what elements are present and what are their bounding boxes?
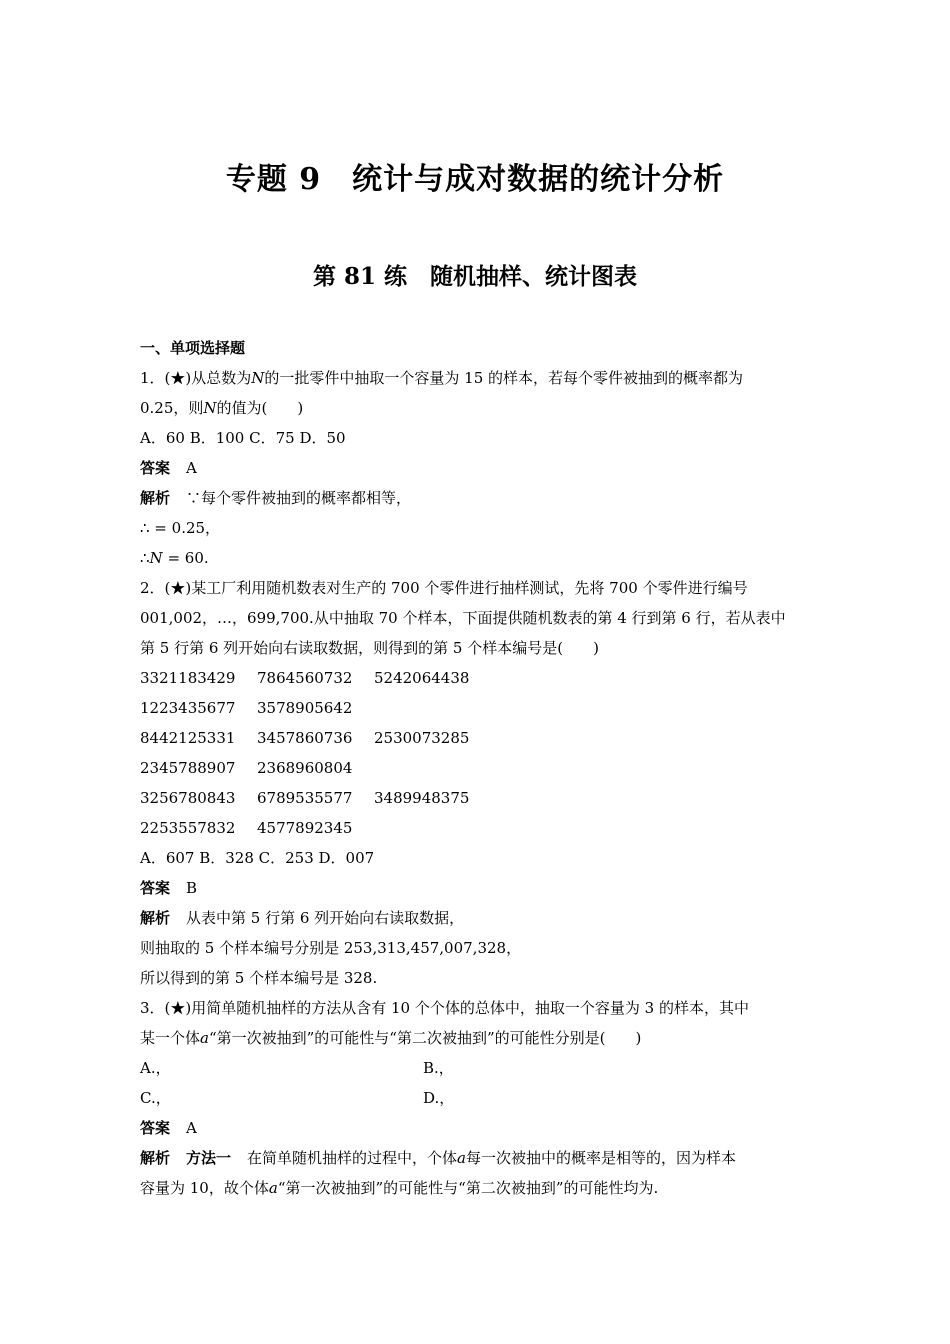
q2-analysis-2: 则抽取的 5 个样本编号分别是 253,313,457,007,328，: [140, 939, 522, 957]
q3-options-ab: A.， B.，: [140, 1059, 454, 1077]
q2-options: A．607 B．328 C．253 D．007: [140, 849, 375, 867]
q2-analysis-3: 所以得到的第 5 个样本编号是 328.: [140, 969, 378, 987]
table-row: 3256780843 6789535577 3489948375: [140, 789, 470, 807]
q3-answer: 答案 A: [140, 1119, 197, 1137]
q1-analysis-1: 解析 ∵每个零件被抽到的概率都相等，: [140, 489, 412, 507]
q3-options-cd: C.， D.，: [140, 1089, 455, 1107]
table-row: 2345788907 2368960804: [140, 759, 353, 777]
table-row: 3321183429 7864560732 5242064438: [140, 669, 470, 687]
table-row: 2253557832 4577892345: [140, 819, 353, 837]
q2-analysis-1: 解析 从表中第 5 行第 6 列开始向右读取数据，: [140, 909, 465, 927]
q1-line1: 1．(★)从总数为N的一批零件中抽取一个容量为 15 的样本，若每个零件被抽到的概率都为: [140, 369, 744, 387]
q1-options: A．60 B．100 C．75 D．50: [140, 429, 346, 447]
q3-line1: 3．(★)用简单随机抽样的方法从含有 10 个个体的总体中，抽取一个容量为 3 的样本，其中: [140, 999, 749, 1017]
q3-line2: 某一个体a“第一次被抽到”的可能性与“第二次被抽到”的可能性分别是( ): [140, 1029, 642, 1047]
q2-line1: 2．(★)某工厂利用随机数表对生产的 700 个零件进行抽样测试，先将 700 个零件进行编号: [140, 579, 748, 597]
q2-line2: 001,002，…，699,700.从中抽取 70 个样本，下面提供随机数表的第 4 行到第 6 行，若从表中: [140, 609, 786, 627]
table-row: 1223435677 3578905642: [140, 699, 353, 717]
q1-analysis-3: ∴N = 60.: [140, 549, 209, 567]
q1-line2: 0.25，则N的值为( ): [140, 399, 304, 417]
q1-analysis-2: ∴ = 0.25，: [140, 519, 221, 537]
q3-analysis-2: 容量为 10，故个体a“第一次被抽到”的可能性与“第二次被抽到”的可能性均为.: [140, 1179, 659, 1197]
q1-answer: 答案 A: [140, 459, 197, 477]
q2-line3: 第 5 行第 6 列开始向右读取数据，则得到的第 5 个样本编号是( ): [140, 639, 599, 657]
section-heading: 一、单项选择题: [140, 339, 246, 357]
q3-analysis-1: 解析 方法一 在简单随机抽样的过程中，个体a每一次被抽中的概率是相等的，因为样本: [140, 1149, 737, 1167]
document-body: [140, 333, 812, 1203]
random-number-table: [140, 663, 812, 843]
q2-answer: 答案 B: [140, 879, 198, 897]
page-subtitle: 第 81 练 随机抽样、统计图表: [312, 263, 638, 290]
page-title: 专题 9 统计与成对数据的统计分析: [225, 162, 725, 197]
table-row: 8442125331 3457860736 2530073285: [140, 729, 470, 747]
